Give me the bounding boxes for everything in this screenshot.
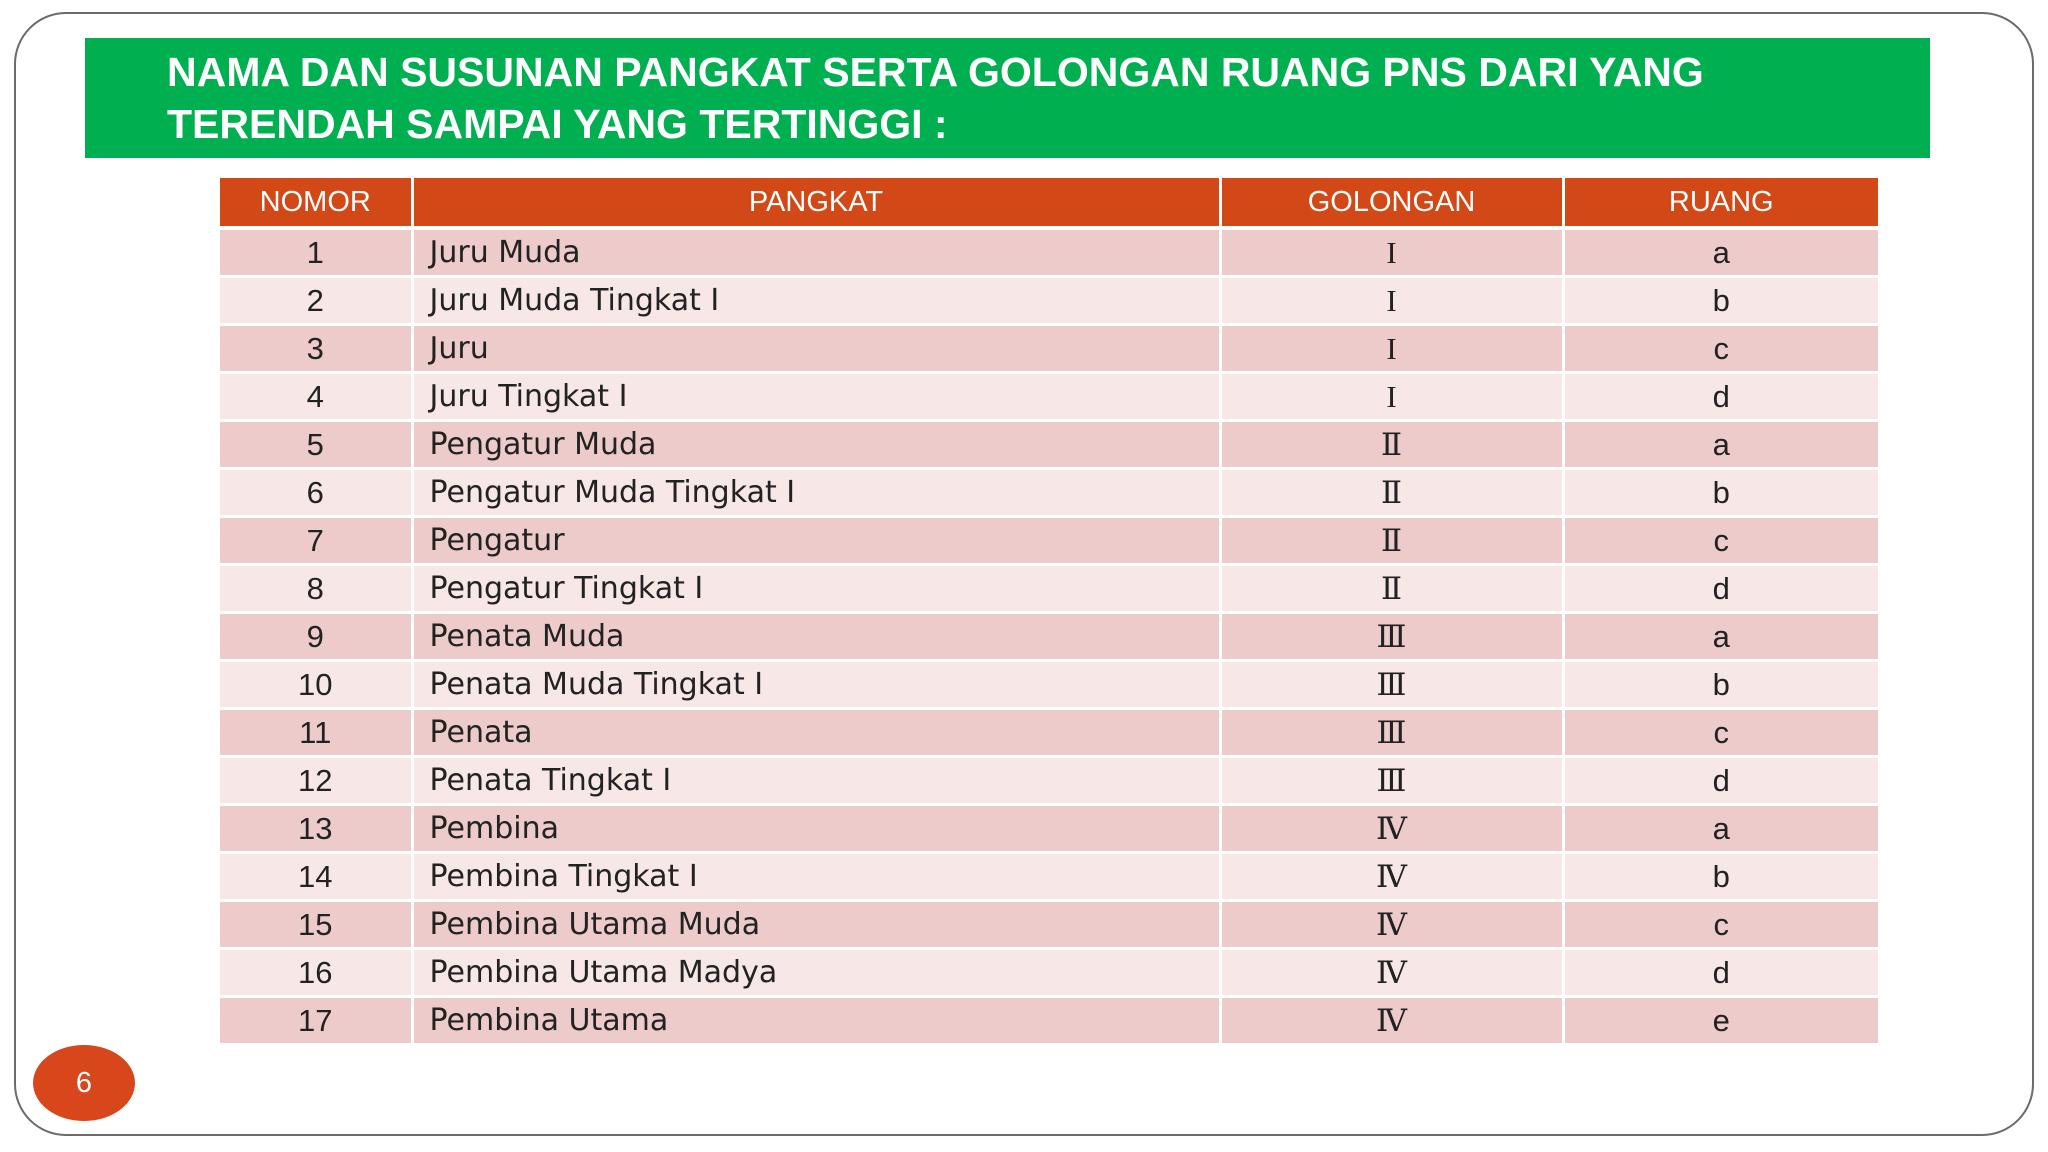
cell-pangkat: Pengatur Tingkat I — [412, 565, 1220, 613]
table-row — [220, 469, 1878, 517]
table-row — [220, 853, 1878, 901]
cell-pangkat: Pengatur Muda — [412, 421, 1220, 469]
cell-pangkat: Pengatur Muda Tingkat I — [412, 469, 1220, 517]
table-row — [220, 325, 1878, 373]
table-row — [220, 373, 1878, 421]
cell-pangkat: Pembina — [412, 805, 1220, 853]
cell-golongan: Ⅲ — [1220, 661, 1563, 709]
cell-ruang: b — [1563, 853, 1878, 901]
cell-ruang: b — [1563, 661, 1878, 709]
table-row — [220, 709, 1878, 757]
cell-ruang: a — [1563, 613, 1878, 661]
page-number-badge: 6 — [33, 1045, 135, 1121]
cell-golongan: I — [1220, 228, 1563, 277]
header-ruang: RUANG — [1563, 178, 1878, 228]
cell-pangkat: Pengatur — [412, 517, 1220, 565]
cell-golongan: Ⅲ — [1220, 757, 1563, 805]
cell-ruang: c — [1563, 709, 1878, 757]
cell-pangkat: Pembina Utama Madya — [412, 949, 1220, 997]
cell-golongan: I — [1220, 277, 1563, 325]
cell-golongan: Ⅳ — [1220, 949, 1563, 997]
cell-nomor: 11 — [220, 709, 412, 757]
cell-nomor: 12 — [220, 757, 412, 805]
header-golongan: GOLONGAN — [1220, 178, 1563, 228]
cell-nomor: 4 — [220, 373, 412, 421]
cell-ruang: d — [1563, 757, 1878, 805]
slide-title-line-1: NAMA DAN SUSUNAN PANGKAT SERTA GOLONGAN RUANG PNS DARI YANG — [167, 49, 1704, 95]
cell-golongan: Ⅲ — [1220, 613, 1563, 661]
cell-nomor: 1 — [220, 228, 412, 277]
slide-title — [167, 46, 1930, 150]
table-row — [220, 661, 1878, 709]
table-row — [220, 277, 1878, 325]
cell-golongan: Ⅳ — [1220, 805, 1563, 853]
cell-nomor: 16 — [220, 949, 412, 997]
rank-table-container — [220, 178, 1878, 1046]
header-nomor: NOMOR — [220, 178, 412, 228]
table-row — [220, 997, 1878, 1045]
cell-nomor: 7 — [220, 517, 412, 565]
cell-ruang: a — [1563, 805, 1878, 853]
cell-ruang: c — [1563, 901, 1878, 949]
cell-ruang: c — [1563, 325, 1878, 373]
table-row — [220, 517, 1878, 565]
cell-pangkat: Pembina Utama Muda — [412, 901, 1220, 949]
title-bar — [85, 38, 1930, 158]
cell-pangkat: Juru Tingkat I — [412, 373, 1220, 421]
cell-pangkat: Penata — [412, 709, 1220, 757]
cell-pangkat: Penata Muda Tingkat I — [412, 661, 1220, 709]
cell-nomor: 9 — [220, 613, 412, 661]
table-row — [220, 949, 1878, 997]
cell-nomor: 3 — [220, 325, 412, 373]
header-pangkat: PANGKAT — [412, 178, 1220, 228]
cell-ruang: b — [1563, 277, 1878, 325]
cell-golongan: Ⅳ — [1220, 997, 1563, 1045]
cell-golongan: I — [1220, 373, 1563, 421]
cell-golongan: Ⅳ — [1220, 901, 1563, 949]
cell-nomor: 5 — [220, 421, 412, 469]
cell-nomor: 8 — [220, 565, 412, 613]
cell-ruang: c — [1563, 517, 1878, 565]
cell-golongan: Ⅲ — [1220, 709, 1563, 757]
cell-golongan: I — [1220, 325, 1563, 373]
cell-golongan: Ⅱ — [1220, 517, 1563, 565]
rank-table — [220, 178, 1878, 1046]
cell-pangkat: Penata Tingkat I — [412, 757, 1220, 805]
table-row — [220, 228, 1878, 277]
table-row — [220, 613, 1878, 661]
table-row — [220, 901, 1878, 949]
cell-golongan: Ⅳ — [1220, 853, 1563, 901]
cell-ruang: b — [1563, 469, 1878, 517]
cell-nomor: 17 — [220, 997, 412, 1045]
cell-nomor: 2 — [220, 277, 412, 325]
cell-ruang: a — [1563, 228, 1878, 277]
cell-ruang: d — [1563, 565, 1878, 613]
cell-nomor: 6 — [220, 469, 412, 517]
cell-nomor: 14 — [220, 853, 412, 901]
table-body — [220, 228, 1878, 1045]
cell-pangkat: Penata Muda — [412, 613, 1220, 661]
cell-nomor: 10 — [220, 661, 412, 709]
table-row — [220, 565, 1878, 613]
cell-nomor: 15 — [220, 901, 412, 949]
cell-pangkat: Juru Muda Tingkat I — [412, 277, 1220, 325]
cell-pangkat: Juru — [412, 325, 1220, 373]
table-row — [220, 421, 1878, 469]
cell-golongan: Ⅱ — [1220, 469, 1563, 517]
table-row — [220, 757, 1878, 805]
cell-pangkat: Juru Muda — [412, 228, 1220, 277]
cell-pangkat: Pembina Tingkat I — [412, 853, 1220, 901]
cell-golongan: Ⅱ — [1220, 565, 1563, 613]
table-row — [220, 805, 1878, 853]
cell-ruang: e — [1563, 997, 1878, 1045]
cell-ruang: d — [1563, 373, 1878, 421]
table-header-row — [220, 178, 1878, 228]
cell-pangkat: Pembina Utama — [412, 997, 1220, 1045]
cell-golongan: Ⅱ — [1220, 421, 1563, 469]
cell-ruang: a — [1563, 421, 1878, 469]
cell-nomor: 13 — [220, 805, 412, 853]
cell-ruang: d — [1563, 949, 1878, 997]
slide-title-line-2: TERENDAH SAMPAI YANG TERTINGGI : — [167, 101, 948, 147]
